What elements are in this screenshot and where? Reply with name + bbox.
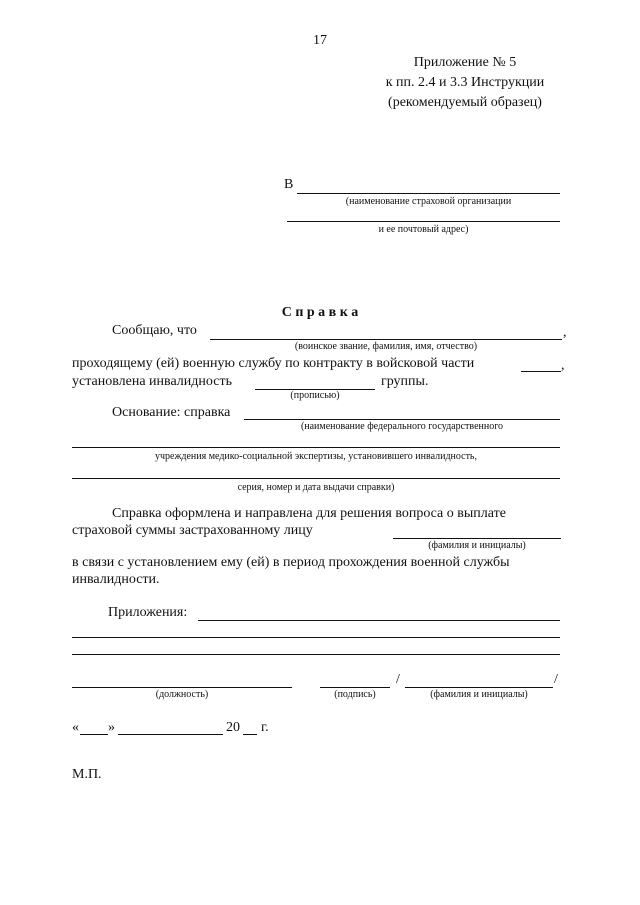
attachments-line-3	[72, 654, 560, 655]
page-number: 17	[313, 33, 327, 48]
date-open-quote: «	[72, 720, 79, 735]
addressee-hint-org: (наименование страховой организации	[345, 196, 512, 207]
basis-line-3	[72, 478, 560, 479]
addressee-name-line	[297, 193, 560, 194]
p1-line2-comma: ,	[561, 358, 565, 373]
appendix-title: Приложение № 5	[413, 55, 517, 70]
basis-label: Основание: справка	[112, 405, 231, 420]
basis-hint-1: (наименование федерального государственного	[300, 421, 504, 432]
attachments-label: Приложения:	[108, 605, 188, 620]
insured-name-hint: (фамилия и инициалы)	[428, 540, 526, 551]
stamp-place: М.П.	[72, 767, 102, 782]
addressee-prefix: В	[284, 177, 294, 192]
slash-left: /	[396, 672, 400, 687]
appendix-note: (рекомендуемый образец)	[388, 95, 542, 110]
attachments-line-1	[198, 620, 560, 621]
basis-hint-3: серия, номер и дата выдачи справки)	[237, 482, 395, 493]
serviceman-name-line	[210, 339, 562, 340]
date-year-prefix: 20	[226, 720, 240, 735]
military-unit-line	[521, 371, 561, 372]
basis-line-1	[244, 419, 560, 420]
signature-hint: (подпись)	[334, 689, 376, 700]
document-title: С п р а в к а	[281, 305, 359, 320]
addressee-address-line	[287, 221, 560, 222]
attachments-line-2	[72, 637, 560, 638]
date-month-line	[118, 734, 223, 735]
date-year-suffix: г.	[261, 720, 269, 735]
signature-line	[320, 687, 390, 688]
p2-line-3: в связи с установлением ему (ей) в период прохождения военной службы	[72, 555, 510, 570]
disability-group-hint: (прописью)	[290, 390, 340, 401]
p2-line-1: Справка оформлена и направлена для решения вопроса о выплате	[112, 506, 506, 521]
name-initials-hint: (фамилия и инициалы)	[430, 689, 528, 700]
name-initials-line	[405, 687, 553, 688]
disability-text: установлена инвалидность	[72, 374, 232, 389]
basis-hint-2: учреждения медико-социальной экспертизы, установившего инвалидность,	[155, 451, 477, 462]
p1-comma: ,	[563, 325, 567, 340]
date-year-line	[243, 734, 257, 735]
report-intro: Сообщаю, что	[112, 323, 197, 338]
slash-right: /	[554, 672, 558, 687]
date-close-quote: »	[108, 720, 115, 735]
serviceman-hint: (воинское звание, фамилия, имя, отчество)	[294, 341, 478, 352]
position-hint: (должность)	[155, 689, 209, 700]
position-line	[72, 687, 292, 688]
insured-name-line	[393, 538, 561, 539]
p2-line-4: инвалидности.	[72, 572, 160, 587]
military-unit-text: проходящему (ей) военную службу по контракту в войсковой части	[72, 356, 475, 371]
date-day-line	[80, 734, 108, 735]
addressee-hint-address: и ее почтовый адрес)	[378, 224, 469, 235]
appendix-reference: к пп. 2.4 и 3.3 Инструкции	[385, 75, 545, 90]
disability-group-suffix: группы.	[381, 374, 429, 389]
p2-line-2: страховой суммы застрахованному лицу	[72, 523, 313, 538]
basis-line-2	[72, 447, 560, 448]
